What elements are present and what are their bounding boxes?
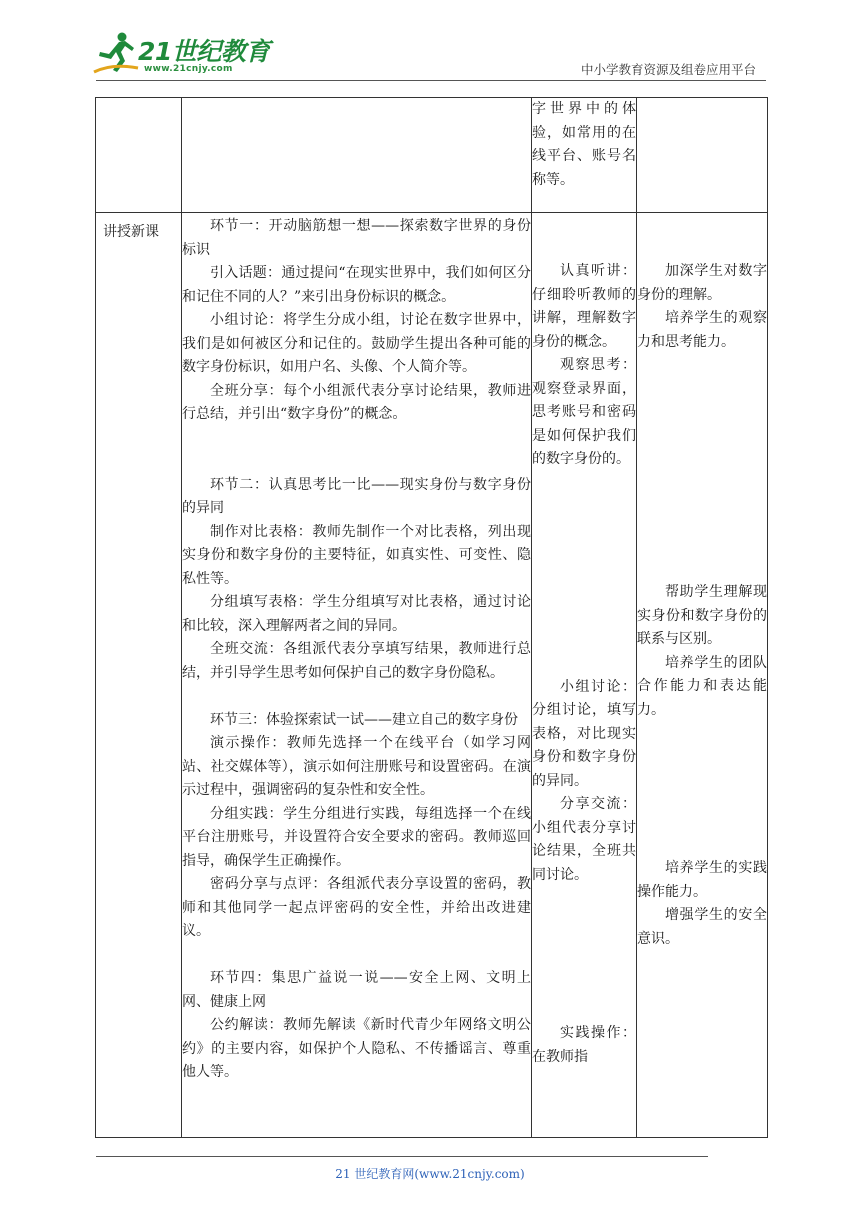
platform-name: 中小学教育资源及组卷应用平台	[580, 62, 756, 77]
design-intent-cell	[637, 213, 768, 1138]
page-header	[0, 0, 860, 90]
student-activity-paragraph: 认真听讲：仔细聆听教师的讲解，理解数字身份的概念。	[532, 263, 636, 350]
activity-paragraph: 分组实践：学生分组进行实践，每组选择一个在线平台注册账号，并设置符合安全要求的密码。教师巡回指导，确保学生正确操作。	[182, 805, 531, 869]
table-row	[96, 98, 768, 213]
header-divider	[96, 80, 766, 81]
activity-paragraph: 环节二：认真思考比一比——现实身份与数字身份的异同	[182, 476, 531, 516]
student-activity-paragraph: 实践操作：在教师指	[532, 1025, 636, 1065]
activity-paragraph: 环节三：体验探索试一试——建立自己的数字身份	[210, 711, 518, 728]
lesson-plan-table	[95, 97, 768, 1138]
row1-col1	[96, 98, 182, 213]
design-intent-paragraph: 增强学生的安全意识。	[637, 907, 767, 947]
runner-logo-icon	[92, 30, 140, 76]
activity-paragraph: 公约解读：教师先解读《新时代青少年网络文明公约》的主要内容，如保护个人隐私、不传播谣言、尊重他人等。	[182, 1017, 531, 1080]
row1-col2	[182, 98, 532, 213]
row1-col3-text: 字世界中的体验，如常用的在线平台、账号名称等。	[532, 101, 636, 188]
student-activity-cell	[532, 213, 637, 1138]
activity-paragraph: 环节一：开动脑筋想一想——探索数字世界的身份标识	[182, 218, 531, 258]
logo-url: www.21cnjy.com	[144, 64, 233, 74]
activity-paragraph: 分组填写表格：学生分组填写对比表格，通过讨论和比较，深入理解两者之间的异同。	[182, 594, 531, 634]
activity-paragraph: 演示操作：教师先选择一个在线平台（如学习网站、社交媒体等），演示如何注册账号和设置密码。在演示过程中，强调密码的复杂性和安全性。	[182, 735, 531, 798]
design-intent-paragraph: 培养学生的团队合作能力和表达能力。	[637, 654, 767, 718]
section-label: 讲授新课	[103, 224, 159, 240]
student-activity-paragraph: 观察思考：观察登录界面，思考账号和密码是如何保护我们的数字身份的。	[532, 357, 636, 467]
activity-paragraph: 全班分享：每个小组派代表分享讨论结果，教师进行总结，并引出“数字身份”的概念。	[182, 382, 531, 422]
design-intent-paragraph: 加深学生对数字身份的理解。	[637, 263, 767, 303]
activity-paragraph: 引入话题：通过提问“在现实世界中，我们如何区分和记住不同的人？”来引出身份标识的概念。	[182, 265, 531, 305]
activity-paragraph: 小组讨论：将学生分成小组，讨论在数字世界中，我们是如何被区分和记住的。鼓励学生提出各种可能的数字身份标识，如用户名、头像、个人简介等。	[182, 312, 531, 375]
section-label-cell	[96, 213, 182, 1138]
student-activity-paragraph: 分享交流：小组代表分享讨论结果，全班共同讨论。	[532, 796, 636, 883]
logo-title: 21世纪教育	[138, 37, 270, 66]
activity-paragraph: 全班交流：各组派代表分享填写结果，教师进行总结，并引导学生思考如何保护自己的数字身份隐私。	[182, 641, 531, 681]
row1-col4	[637, 98, 768, 213]
activity-paragraph: 制作对比表格：教师先制作一个对比表格，列出现实身份和数字身份的主要特征，如真实性、可变性、隐私性等。	[182, 523, 531, 587]
design-intent-paragraph: 培养学生的实践操作能力。	[637, 860, 767, 900]
activity-paragraph: 密码分享与点评：各组派代表分享设置的密码，教师和其他同学一起点评密码的安全性，并给出改进建议。	[182, 876, 531, 939]
design-intent-paragraph: 培养学生的观察力和思考能力。	[637, 310, 767, 350]
student-activity-paragraph: 小组讨论：分组讨论，填写表格，对比现实身份和数字身份的异同。	[532, 678, 636, 789]
design-intent-paragraph: 帮助学生理解现实身份和数字身份的联系与区别。	[637, 584, 767, 647]
activities-cell	[182, 213, 532, 1138]
footer-divider	[96, 1156, 708, 1157]
activity-paragraph: 环节四：集思广益说一说——安全上网、文明上网、健康上网	[182, 970, 531, 1010]
site-logo[interactable]	[92, 30, 270, 78]
table-row	[96, 213, 768, 1138]
footer-link[interactable]: 21 世纪教育网(www.21cnjy.com)	[335, 1167, 525, 1181]
row1-col3	[532, 98, 637, 213]
